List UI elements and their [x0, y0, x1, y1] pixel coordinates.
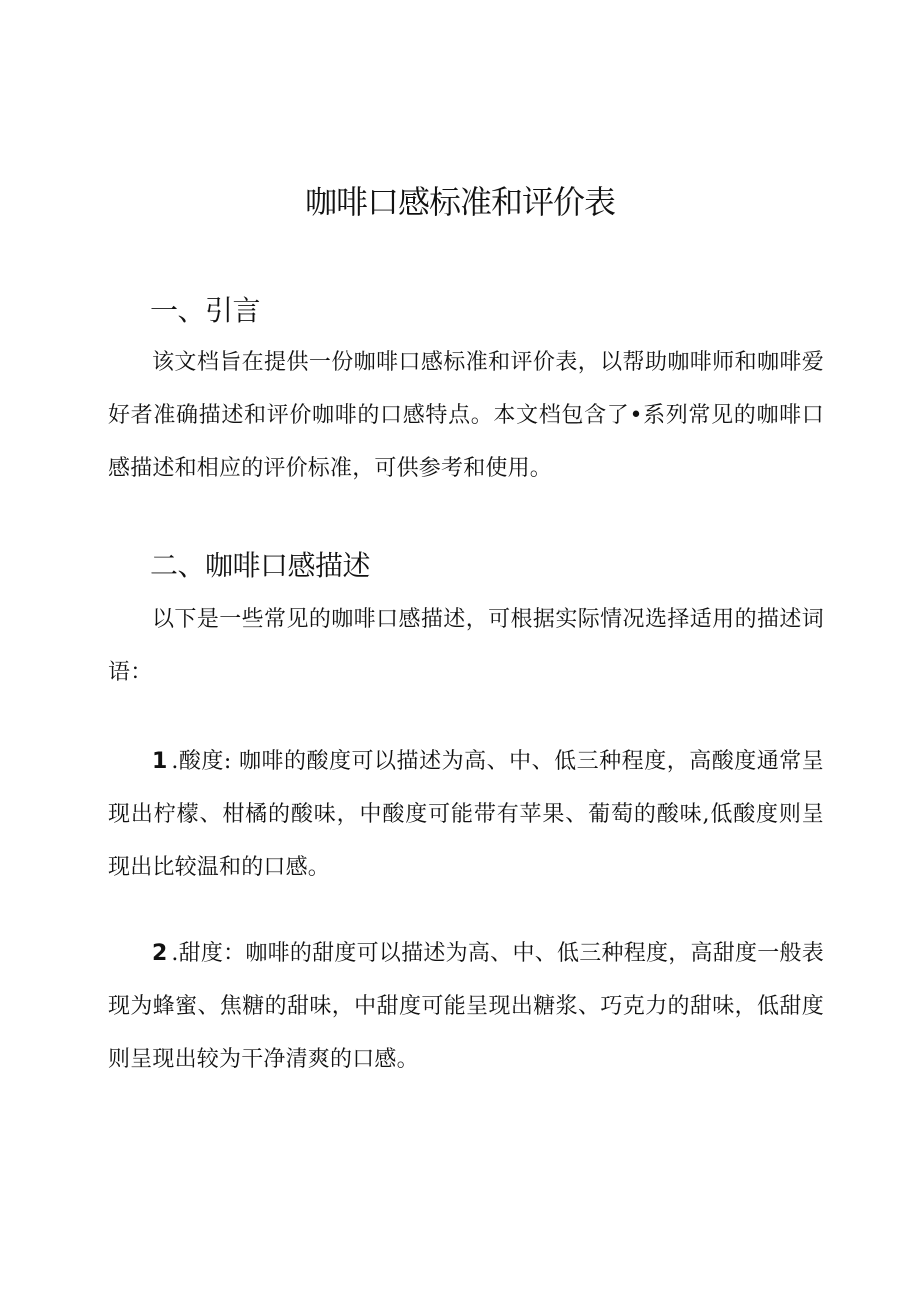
list-item-number: 1 [152, 749, 172, 774]
introduction-paragraph: 该文档旨在提供一份咖啡口感标准和评价表，以帮助咖啡师和咖啡爱好者准确描述和评价咖啡的口感特点。本文档包含了•系列常见的咖啡口感描述和相应的评价标准，可供参考和使用。 [108, 350, 824, 481]
list-item-text: .酸度: 咖啡的酸度可以描述为高、中、低三种程度，高酸度通常呈现出柠檬、柑橘的酸味，中酸度可能带有苹果、葡萄的酸味,低酸度则呈现出比较温和的口感。 [108, 749, 824, 880]
list-item-acidity [108, 735, 824, 894]
section-heading-coffee-taste-description: 二、咖啡口感描述 [150, 549, 371, 582]
description-intro-paragraph: 以下是一些常见的咖啡口感描述，可根据实际情况选择适用的描述词语： [108, 607, 824, 685]
list-item-number: 2 [152, 941, 172, 966]
list-item-sweetness [108, 927, 824, 1086]
section-heading-introduction: 一、引言 [150, 294, 261, 327]
document-title: 咖啡口感标准和评价表 [304, 183, 615, 221]
list-item-text: .甜度：咖啡的甜度可以描述为高、中、低三种程度，高甜度一般表现为蜂蜜、焦糖的甜味，中甜度可能呈现出糖浆、巧克力的甜味，低甜度则呈现出较为干净清爽的口感。 [108, 941, 824, 1072]
